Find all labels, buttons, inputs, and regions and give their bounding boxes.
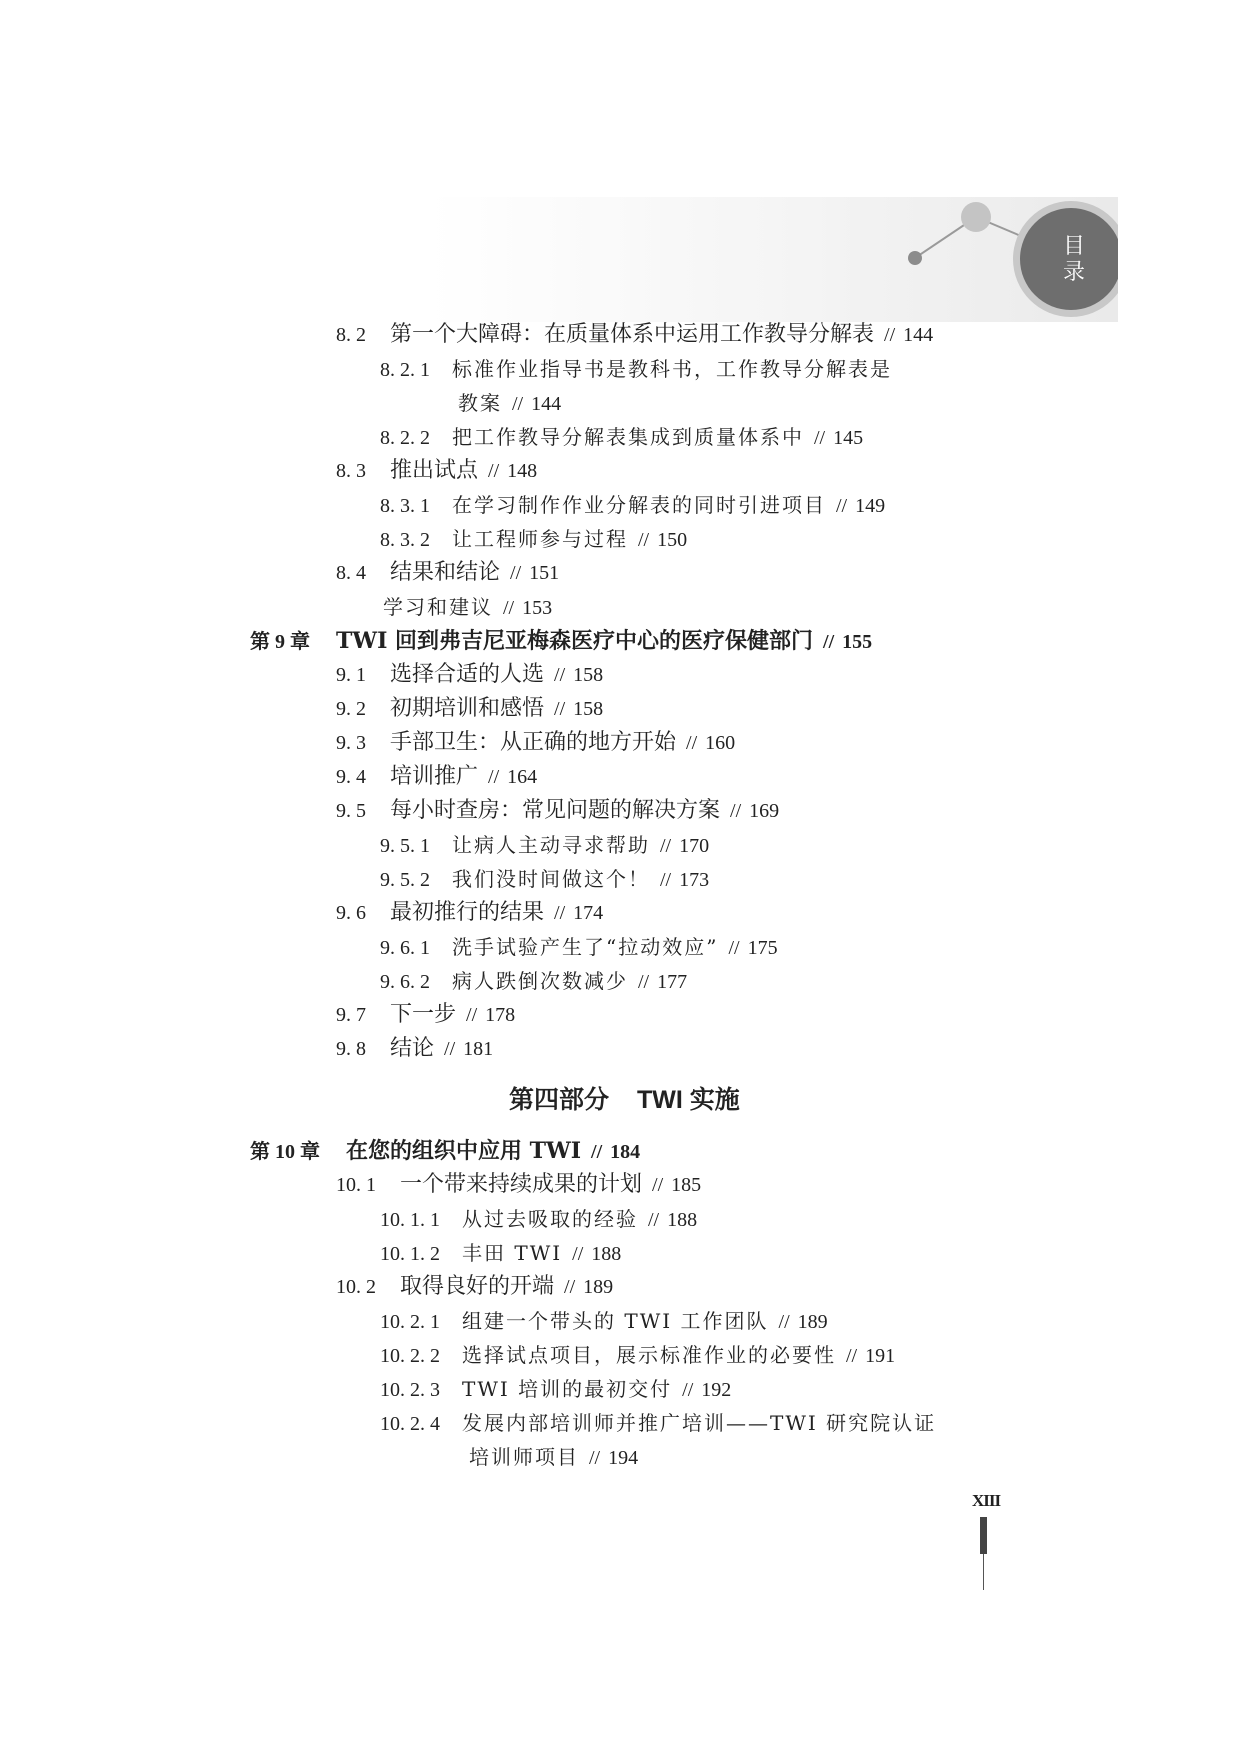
entry-page: 158 [573, 698, 604, 720]
entry-title-continuation: 培训师项目 [469, 1445, 579, 1469]
entry-title: 一个带来持续成果的计划 [400, 1172, 643, 1197]
toc-entry [0, 930, 1240, 964]
chapter-title: 在您的组织中应用 TWI [346, 1138, 582, 1164]
entry-number: 9. 6. 1 [380, 937, 430, 959]
entry-page: 150 [657, 529, 688, 551]
toc-entry [0, 352, 1240, 386]
entry-page: 170 [679, 835, 710, 857]
entry-number: 10. 2. 4 [380, 1413, 440, 1435]
toc-entry [0, 1270, 1240, 1304]
entry-number: 10. 1. 1 [380, 1209, 440, 1231]
entry-separator: // [589, 1447, 601, 1469]
toc-entry [0, 998, 1240, 1032]
entry-separator: // [564, 1276, 576, 1298]
entry-separator: // [554, 664, 566, 686]
entry-separator: // [660, 869, 672, 891]
entry-number: 8. 3 [336, 460, 366, 482]
toc-entry [0, 862, 1240, 896]
entry-page: 153 [522, 597, 553, 619]
toc-entry [0, 794, 1240, 828]
entry-number: 8. 2 [336, 324, 366, 346]
contents-header-decoration [428, 197, 1118, 322]
toc-entry [0, 1236, 1240, 1270]
entry-number: 8. 3. 2 [380, 529, 430, 551]
entry-page: 189 [583, 1276, 614, 1298]
entry-number: 10. 1 [336, 1174, 376, 1196]
entry-number: 9. 3 [336, 732, 366, 754]
entry-number: 9. 8 [336, 1038, 366, 1060]
entry-page: 188 [591, 1243, 622, 1265]
entry-title: 从过去吸取的经验 [462, 1207, 638, 1231]
toc-entry [0, 1338, 1240, 1372]
entry-title: 病人跌倒次数减少 [452, 969, 628, 993]
entry-page: 144 [903, 324, 934, 346]
entry-title: 洗手试验产生了“拉动效应” [452, 935, 719, 959]
chapter-number: 第 10 章 [250, 1141, 320, 1163]
entry-page: 145 [833, 427, 864, 449]
entry-page: 178 [485, 1004, 516, 1026]
entry-page: 158 [573, 664, 604, 686]
entry-number: 10. 2. 3 [380, 1379, 440, 1401]
entry-number: 8. 2. 2 [380, 427, 430, 449]
toc-list [0, 318, 1240, 1066]
entry-separator: // [503, 597, 515, 619]
entry-number: 9. 4 [336, 766, 366, 788]
entry-separator: // [686, 732, 698, 754]
entry-page: 155 [842, 631, 873, 653]
entry-separator: // [466, 1004, 478, 1026]
header-graphic [428, 197, 1118, 322]
entry-title: TWI 培训的最初交付 [462, 1377, 673, 1401]
entry-separator: // [591, 1141, 603, 1163]
page-number-bar [980, 1517, 987, 1554]
entry-number: 9. 7 [336, 1004, 366, 1026]
toc-entry [0, 318, 1240, 352]
entry-title: 最初推行的结果 [390, 900, 545, 925]
part-title: TWI 实施 [637, 1086, 740, 1114]
toc-entry [0, 488, 1240, 522]
entry-number: 9. 2 [336, 698, 366, 720]
toc-chapter [0, 624, 1240, 658]
part-label: 第四部分 [509, 1086, 610, 1114]
entry-separator: // [512, 393, 524, 415]
contents-label-char-2: 录 [1062, 260, 1086, 285]
entry-number: 8. 2. 1 [380, 359, 430, 381]
entry-number: 9. 6 [336, 902, 366, 924]
entry-title: 选择合适的人选 [390, 662, 545, 687]
contents-label-char-1: 目 [1062, 234, 1086, 259]
toc-entry [0, 454, 1240, 488]
entry-number: 8. 3. 1 [380, 495, 430, 517]
toc-entry [0, 1304, 1240, 1338]
toc-entry-continuation [0, 1440, 1240, 1474]
entry-title: 每小时查房：常见问题的解决方案 [390, 798, 721, 823]
entry-page: 192 [701, 1379, 732, 1401]
entry-separator: // [814, 427, 826, 449]
entry-title: 学习和建议 [383, 595, 493, 619]
toc-entry [0, 590, 1240, 624]
entry-separator: // [554, 902, 566, 924]
entry-page: 169 [749, 800, 780, 822]
entry-title: 结论 [390, 1036, 435, 1061]
entry-page: 177 [657, 971, 688, 993]
entry-separator: // [682, 1379, 694, 1401]
entry-separator: // [572, 1243, 584, 1265]
entry-page: 181 [463, 1038, 494, 1060]
entry-page: 164 [507, 766, 538, 788]
entry-separator: // [638, 529, 650, 551]
entry-separator: // [648, 1209, 660, 1231]
entry-title: 标准作业指导书是教科书，工作教导分解表是 [452, 357, 892, 381]
toc-entry [0, 658, 1240, 692]
toc-entry [0, 556, 1240, 590]
entry-title: 让病人主动寻求帮助 [452, 833, 650, 857]
entry-number: 10. 2. 2 [380, 1345, 440, 1367]
toc-entry-continuation [0, 386, 1240, 420]
entry-page: 189 [797, 1311, 828, 1333]
entry-page: 175 [747, 937, 778, 959]
entry-page: 144 [531, 393, 562, 415]
entry-title: 选择试点项目，展示标准作业的必要性 [462, 1343, 836, 1367]
entry-number: 10. 2 [336, 1276, 376, 1298]
toc-entry [0, 1202, 1240, 1236]
entry-page: 191 [865, 1345, 896, 1367]
entry-separator: // [488, 766, 500, 788]
entry-number: 10. 2. 1 [380, 1311, 440, 1333]
entry-separator: // [823, 631, 835, 653]
entry-title: 让工程师参与过程 [452, 527, 628, 551]
entry-separator: // [778, 1311, 790, 1333]
entry-number: 8. 4 [336, 562, 366, 584]
entry-separator: // [444, 1038, 456, 1060]
entry-separator: // [652, 1174, 664, 1196]
entry-separator: // [728, 937, 740, 959]
toc-entry [0, 522, 1240, 556]
entry-title: 推出试点 [390, 458, 479, 483]
toc-entry [0, 828, 1240, 862]
toc-entry [0, 1032, 1240, 1066]
entry-separator: // [488, 460, 500, 482]
toc-entry [0, 726, 1240, 760]
entry-number: 9. 6. 2 [380, 971, 430, 993]
entry-separator: // [730, 800, 742, 822]
entry-page: 185 [671, 1174, 702, 1196]
toc-entry [0, 420, 1240, 454]
chapter-title: TWI 回到弗吉尼亚梅森医疗中心的医疗保健部门 [336, 628, 814, 654]
toc-entry [0, 1372, 1240, 1406]
toc-entry [0, 692, 1240, 726]
decor-circle [961, 202, 991, 232]
entry-number: 9. 5 [336, 800, 366, 822]
entry-title: 手部卫生：从正确的地方开始 [390, 730, 677, 755]
entry-title: 下一步 [390, 1002, 457, 1027]
entry-separator: // [638, 971, 650, 993]
entry-page: 184 [610, 1141, 641, 1163]
part-heading [0, 1066, 1240, 1134]
toc-entry [0, 1406, 1240, 1440]
toc-entry [0, 896, 1240, 930]
toc-list [0, 1134, 1240, 1474]
entry-title: 第一个大障碍：在质量体系中运用工作教导分解表 [390, 322, 875, 347]
entry-separator: // [836, 495, 848, 517]
entry-number: 10. 1. 2 [380, 1243, 440, 1265]
toc-entry [0, 1168, 1240, 1202]
entry-title: 发展内部培训师并推广培训——TWI 研究院认证 [462, 1411, 937, 1435]
page-number-line [983, 1554, 984, 1590]
entry-title: 结果和结论 [390, 560, 501, 585]
entry-page: 188 [667, 1209, 698, 1231]
entry-number: 9. 5. 2 [380, 869, 430, 891]
contents-circle [1020, 208, 1118, 310]
entry-separator: // [510, 562, 522, 584]
chapter-number: 第 9 章 [250, 631, 310, 653]
entry-page: 160 [705, 732, 736, 754]
entry-title: 组建一个带头的 TWI 工作团队 [462, 1309, 769, 1333]
entry-separator: // [846, 1345, 858, 1367]
entry-title: 初期培训和感悟 [390, 696, 545, 721]
entry-page: 194 [608, 1447, 639, 1469]
entry-title: 在学习制作作业分解表的同时引进项目 [452, 493, 826, 517]
entry-title: 取得良好的开端 [400, 1274, 555, 1299]
entry-separator: // [660, 835, 672, 857]
entry-title: 丰田 TWI [462, 1241, 563, 1265]
decor-dot [908, 251, 922, 265]
entry-number: 9. 5. 1 [380, 835, 430, 857]
page-number: XIII [972, 1491, 1001, 1510]
entry-page: 151 [529, 562, 560, 584]
entry-title: 我们没时间做这个！ [452, 867, 650, 891]
entry-title-continuation: 教案 [458, 391, 502, 415]
toc-entry [0, 760, 1240, 794]
entry-separator: // [554, 698, 566, 720]
entry-page: 149 [855, 495, 886, 517]
entry-page: 173 [679, 869, 710, 891]
toc-entry [0, 964, 1240, 998]
entry-title: 把工作教导分解表集成到质量体系中 [452, 425, 804, 449]
entry-title: 培训推广 [390, 764, 479, 789]
toc-chapter [0, 1134, 1240, 1168]
entry-page: 148 [507, 460, 538, 482]
entry-number: 9. 1 [336, 664, 366, 686]
entry-page: 174 [573, 902, 604, 924]
entry-separator: // [884, 324, 896, 346]
